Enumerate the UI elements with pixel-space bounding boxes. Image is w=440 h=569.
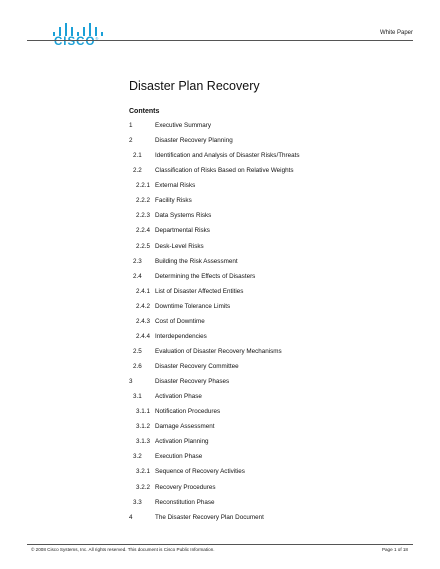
toc-entry[interactable] xyxy=(0,408,440,423)
toc-entry-number: 2.4.4 xyxy=(136,332,151,340)
toc-entry-title[interactable]: External Risks xyxy=(155,182,196,190)
toc-entry-title[interactable]: Classification of Risks Based on Relative Weights xyxy=(155,167,294,175)
toc-entry-title[interactable]: Notification Procedures xyxy=(155,408,221,416)
page-number: Page 1 of 18 xyxy=(381,547,408,552)
toc-entry-title[interactable]: List of Disaster Affected Entities xyxy=(155,287,244,295)
toc-entry[interactable] xyxy=(0,243,440,258)
toc-entry-number: 2.2.4 xyxy=(136,227,151,235)
toc-entry-number: 2.2.5 xyxy=(136,242,151,250)
toc-entry-title[interactable]: Executive Summary xyxy=(155,122,211,129)
footer-divider xyxy=(27,544,413,545)
toc-entry-title[interactable]: Disaster Recovery Committee xyxy=(155,363,239,370)
toc-entry-number: 3.2 xyxy=(133,453,142,461)
toc-entry[interactable] xyxy=(0,137,440,152)
toc-entry-number: 2.2.1 xyxy=(136,182,151,190)
toc-entry-number: 2.6 xyxy=(133,363,142,370)
toc-entry[interactable] xyxy=(0,212,440,227)
toc-entry[interactable] xyxy=(0,348,440,363)
toc-entry[interactable] xyxy=(0,227,440,242)
footer-copyright: © 2008 Cisco Systems, Inc. All rights reserved. This document is Cisco Public Information. xyxy=(31,547,215,552)
toc-entry-number: 2.4.2 xyxy=(136,302,151,310)
toc-entry-number: 3.2.2 xyxy=(136,483,151,491)
toc-entry[interactable] xyxy=(0,363,440,378)
toc-entry[interactable] xyxy=(0,152,440,167)
toc-entry-number: 4 xyxy=(129,513,133,521)
toc-entry-number: 2.2 xyxy=(133,167,142,175)
toc-entry[interactable] xyxy=(0,122,440,137)
toc-entry[interactable] xyxy=(0,258,440,273)
toc-entry[interactable] xyxy=(0,499,440,514)
toc-entry-title[interactable]: Activation Planning xyxy=(155,438,209,446)
toc-entry-title[interactable]: Identification and Analysis of Disaster Risks/Threats xyxy=(155,152,300,160)
toc-entry-title[interactable]: Facility Risks xyxy=(155,197,192,205)
toc-entry-number: 3.1.2 xyxy=(136,423,151,431)
toc-entry-number: 3.3 xyxy=(133,498,142,506)
toc-entry-number: 2.5 xyxy=(133,347,142,355)
toc-entry[interactable] xyxy=(0,167,440,182)
toc-entry-number: 2.2.3 xyxy=(136,212,151,220)
toc-entry-number: 3 xyxy=(129,378,133,386)
toc-entry[interactable] xyxy=(0,197,440,212)
toc-entry-number: 3.1 xyxy=(133,393,142,401)
toc-entry-title[interactable]: Departmental Risks xyxy=(155,227,210,235)
toc-entry-title[interactable]: Evaluation of Disaster Recovery Mechanisms xyxy=(155,347,282,355)
toc-entry-title[interactable]: Execution Phase xyxy=(155,453,203,461)
cisco-logo-bars xyxy=(52,18,104,36)
toc-entry[interactable] xyxy=(0,514,440,529)
toc-entry-title[interactable]: Sequence of Recovery Activities xyxy=(155,468,245,476)
toc-entry-title[interactable]: Activation Phase xyxy=(155,393,202,401)
toc-entry-number: 2.4.1 xyxy=(136,287,151,295)
toc-entry[interactable] xyxy=(0,182,440,197)
toc-entry-number: 2.2.2 xyxy=(136,197,151,205)
toc-entry[interactable] xyxy=(0,378,440,393)
toc-entry-number: 1 xyxy=(129,122,133,129)
toc-entry[interactable] xyxy=(0,484,440,499)
toc-entry-title[interactable]: The Disaster Recovery Plan Document xyxy=(155,513,264,521)
toc-entry-title[interactable]: Cost of Downtime xyxy=(155,317,205,325)
toc-entry[interactable] xyxy=(0,318,440,333)
toc-entry[interactable] xyxy=(0,288,440,303)
toc-entry-title[interactable]: Downtime Tolerance Limits xyxy=(155,302,231,310)
cisco-logo-icon: CISCO® xyxy=(52,18,104,52)
toc-entry[interactable] xyxy=(0,333,440,348)
toc-entry-title[interactable]: Data Systems Risks xyxy=(155,212,212,220)
logo-wordmark: CISCO xyxy=(54,36,96,48)
toc-entry[interactable] xyxy=(0,273,440,288)
contents-heading: Contents xyxy=(129,108,160,115)
table-of-contents xyxy=(0,122,440,529)
toc-entry-number: 2.3 xyxy=(133,257,142,265)
header-divider xyxy=(27,40,413,41)
document-type-label: White Paper xyxy=(379,30,413,36)
toc-entry-number: 3.1.1 xyxy=(136,408,151,416)
toc-entry-title[interactable]: Disaster Recovery Planning xyxy=(155,137,233,145)
toc-entry-title[interactable]: Determining the Effects of Disasters xyxy=(155,272,256,280)
toc-entry-title[interactable]: Disaster Recovery Phases xyxy=(155,378,230,386)
toc-entry[interactable] xyxy=(0,303,440,318)
toc-entry-number: 2.4.3 xyxy=(136,317,151,325)
toc-entry-title[interactable]: Damage Assessment xyxy=(155,423,215,431)
toc-entry-title[interactable]: Building the Risk Assessment xyxy=(155,257,238,265)
toc-entry[interactable] xyxy=(0,423,440,438)
toc-entry-title[interactable]: Recovery Procedures xyxy=(155,483,216,491)
toc-entry-number: 3.1.3 xyxy=(136,438,151,446)
toc-entry-number: 2.1 xyxy=(133,152,142,160)
toc-entry-title[interactable]: Desk-Level Risks xyxy=(155,242,204,250)
toc-entry-number: 3.2.1 xyxy=(136,468,151,476)
toc-entry-number: 2.4 xyxy=(133,272,142,280)
page-title: Disaster Plan Recovery xyxy=(129,79,260,93)
toc-entry[interactable] xyxy=(0,453,440,468)
toc-entry-title[interactable]: Reconstitution Phase xyxy=(155,498,215,506)
toc-entry-number: 2 xyxy=(129,137,133,145)
toc-entry-title[interactable]: Interdependencies xyxy=(155,332,207,340)
toc-entry[interactable] xyxy=(0,468,440,483)
toc-entry[interactable] xyxy=(0,438,440,453)
toc-entry[interactable] xyxy=(0,393,440,408)
